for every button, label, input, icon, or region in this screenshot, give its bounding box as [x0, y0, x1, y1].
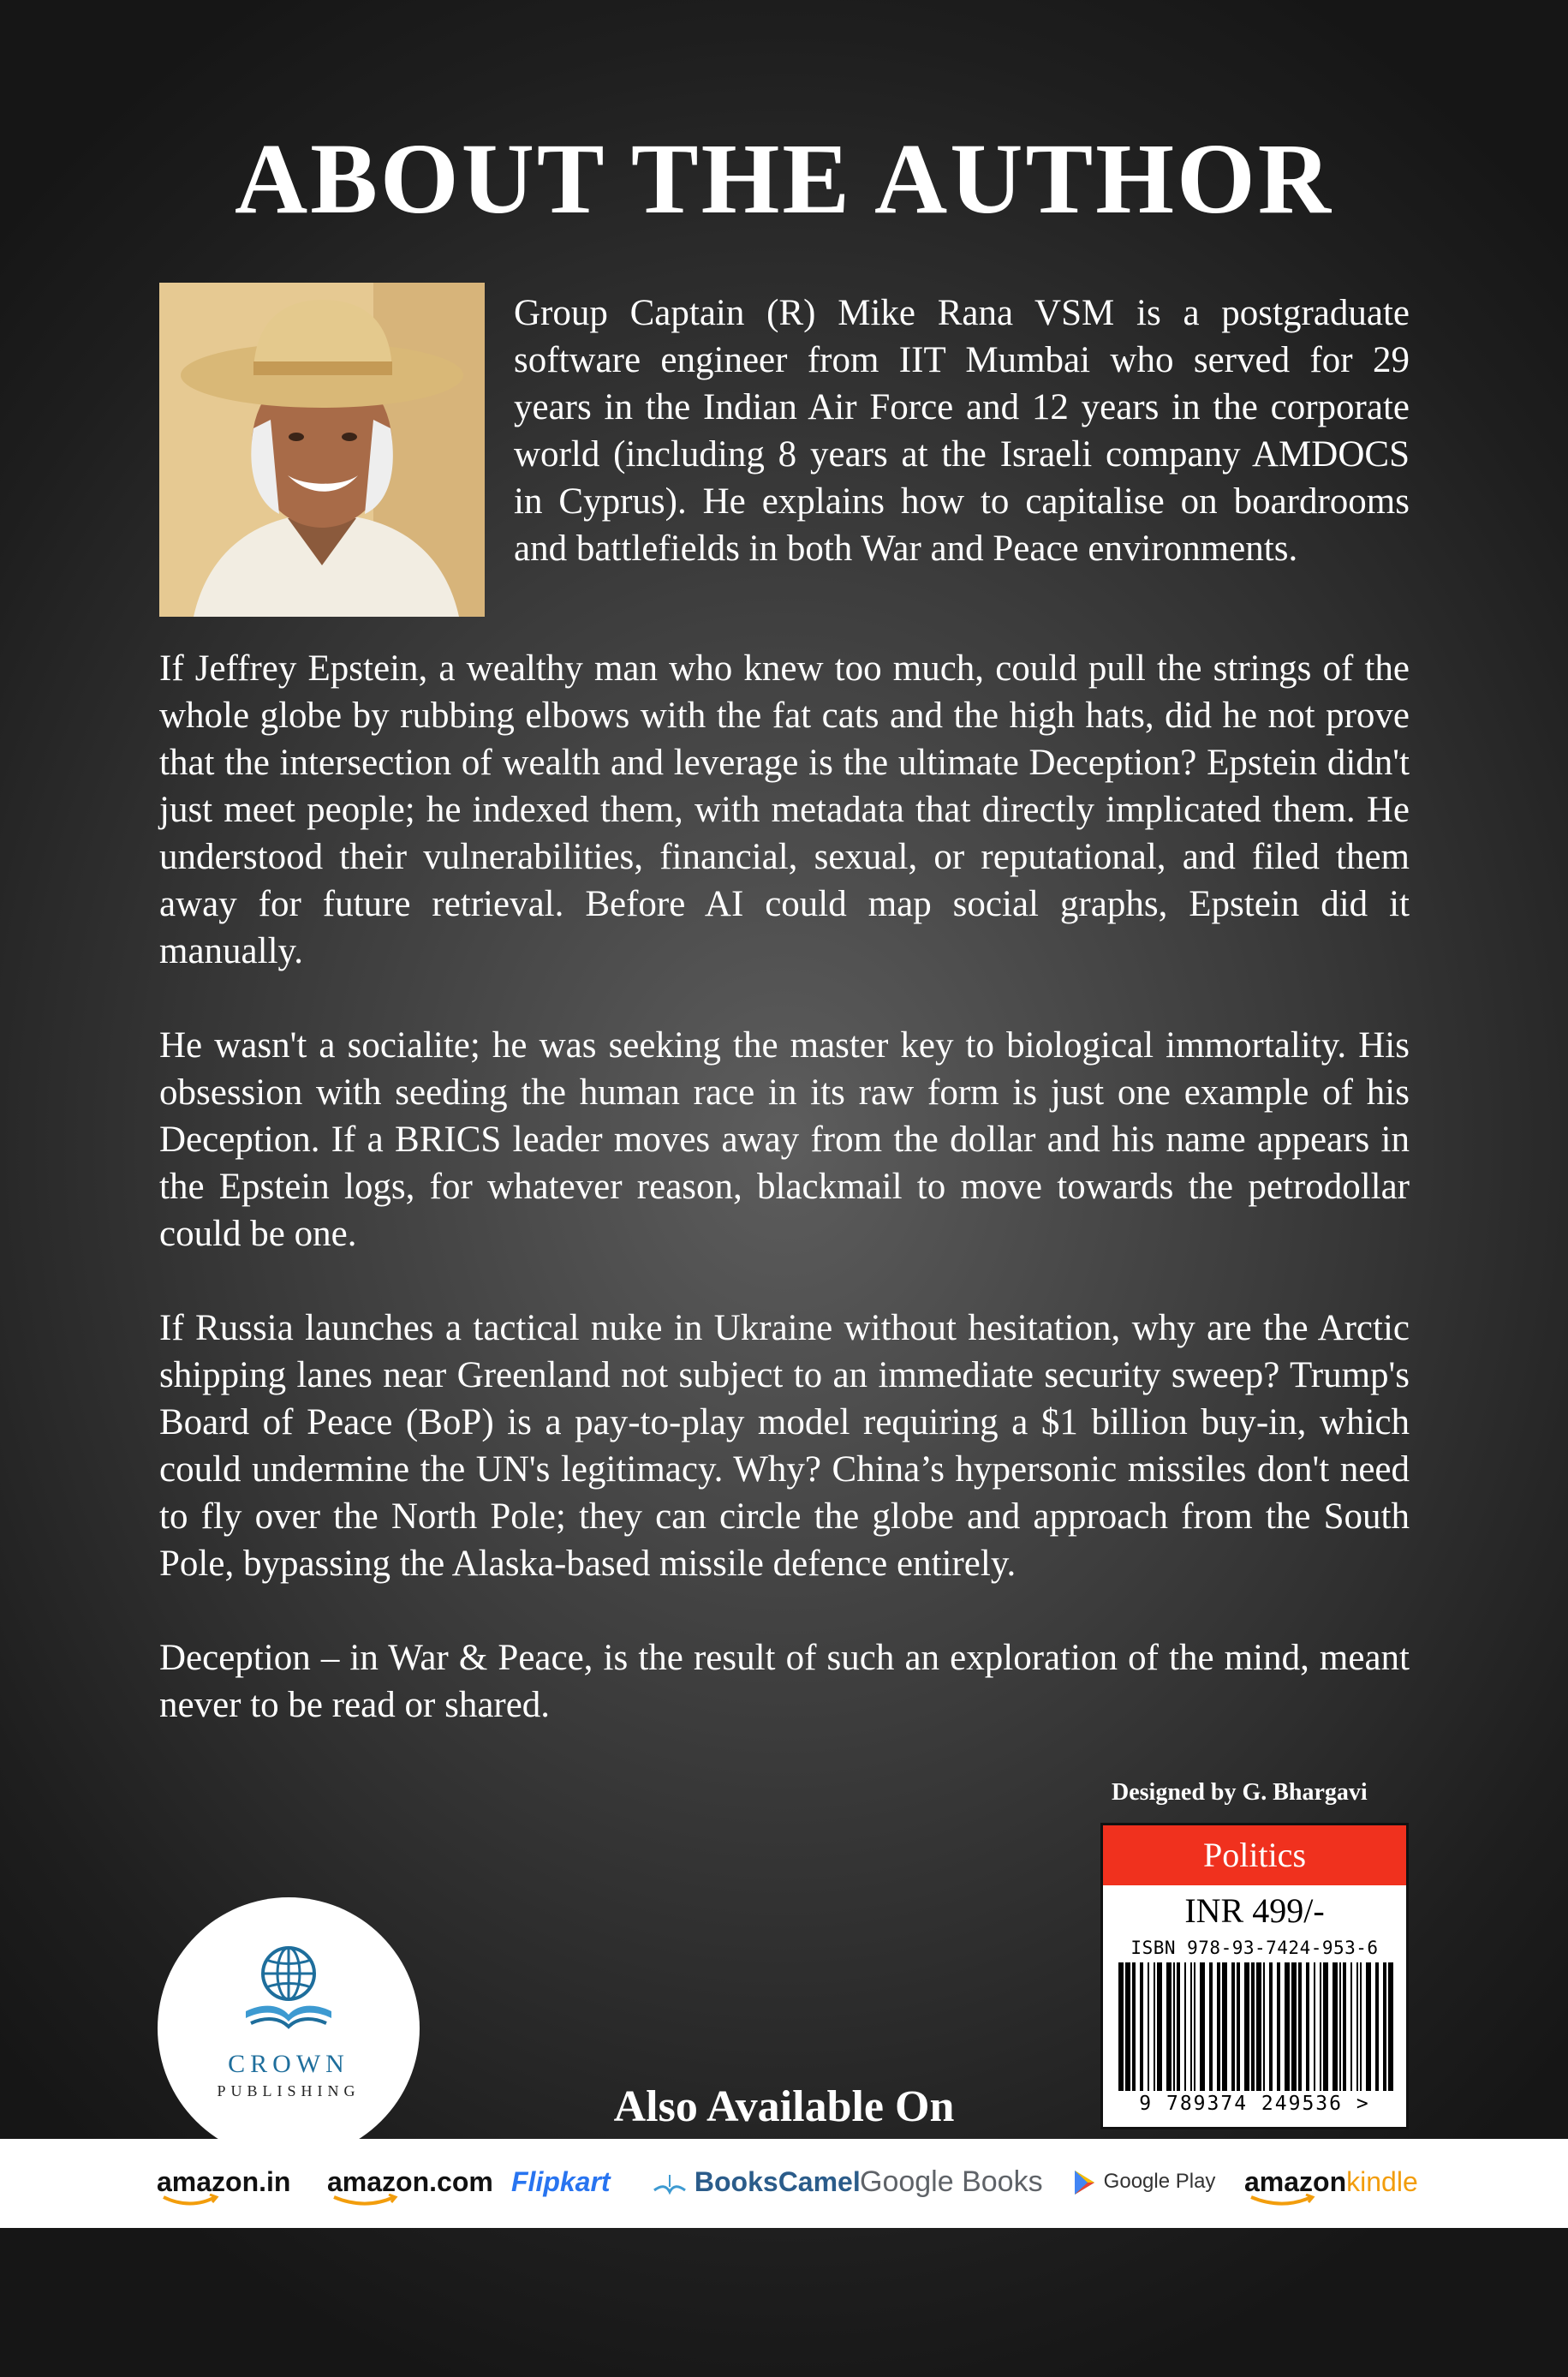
barcode [1113, 1962, 1396, 2091]
paragraph: He wasn't a socialite; he was seeking the master key to biological immortality. His obsession with seeding the human race in its raw form is just one example of his Deception. If a BRICS leader moves away from the dollar and his name appears in the Epstein logs, for whatever reason, blackmail to move towards the petrodollar could be one. [159, 1025, 1410, 1254]
barcode-bar [1306, 1962, 1309, 2091]
paragraph: If Russia launches a tactical nuke in Ukraine without hesitation, why are the Arctic shipping lanes near Greenland not subject to an immediate security sweep? Trump's Board of Peace (BoP) is a pay-to-play model requiring a $1 billion buy-in, which could undermine the UN's legitimacy. Why? China’s hypersonic missiles don't need to fly over the North Pole; they can circle the globe and approach from the South Pole, bypassing the Alaska-based missile defence entirely. [159, 1308, 1410, 1584]
barcode-bar [1375, 1962, 1379, 2091]
store-label: amazon.in [157, 2166, 291, 2197]
barcode-bar [1222, 1962, 1227, 2091]
amazon-com-logo [327, 2165, 493, 2199]
barcode-bar [1333, 1962, 1338, 2091]
barcode-bar [1350, 1962, 1352, 2091]
page-title: ABOUT THE AUTHOR [235, 122, 1333, 235]
isbn-text: ISBN 978-93-7424-953-6 [1130, 1938, 1379, 1958]
barcode-bar [1217, 1962, 1220, 2091]
google-books-logo: Google Books [860, 2165, 1043, 2198]
barcode-bar [1298, 1962, 1302, 2091]
also-available-heading: Also Available On [613, 2082, 955, 2131]
barcode-bar [1251, 1962, 1255, 2091]
barcode-bar [1190, 1962, 1192, 2091]
price-label: INR 499/- [1184, 1891, 1325, 1930]
publisher-sub: PUBLISHING [217, 2082, 361, 2099]
author-photo [159, 283, 485, 617]
barcode-bar [1277, 1962, 1280, 2091]
amazon-kindle-logo [1244, 2165, 1418, 2199]
flipkart-logo: Flipkart [511, 2166, 611, 2197]
barcode-bar [1200, 1962, 1205, 2091]
barcode-bar [1148, 1962, 1149, 2091]
barcode-bar [1194, 1962, 1195, 2091]
barcode-bar [1285, 1962, 1290, 2091]
store-label: Google Play [1103, 2170, 1216, 2193]
designer-credit: Designed by G. Bhargavi [1112, 1779, 1368, 1806]
barcode-bar [1184, 1962, 1186, 2091]
description [159, 645, 1410, 1776]
barcode-bar [1320, 1962, 1321, 2091]
genre-label: Politics [1103, 1825, 1406, 1885]
barcode-bar [1132, 1962, 1136, 2091]
barcode-bar [1118, 1962, 1124, 2091]
barcode-bar [1157, 1962, 1162, 2091]
ean-number: 9 789374 249536 > [1139, 2093, 1370, 2115]
barcode-bar [1177, 1962, 1180, 2091]
amazon-in-logo [157, 2165, 290, 2199]
barcode-bar [1231, 1962, 1235, 2091]
barcode-bar [1314, 1962, 1315, 2091]
barcode-bar [1339, 1962, 1341, 2091]
barcode-bar [1237, 1962, 1240, 2091]
paragraph: Deception – in War & Peace, is the result of such an exploration of the mind, meant never to be read or shared. [159, 1638, 1410, 1725]
amazon-smile-icon [1248, 2194, 1316, 2206]
amazon-smile-icon [160, 2194, 220, 2206]
author-bio: Group Captain (R) Mike Rana VSM is a postgraduate software engineer from IIT Mumbai who served for 29 years in the Indian Air Force and 12 years in the corporate world (including 8 years at the Israeli company AMDOCS in Cyprus). He explains how to capitalise on boardrooms and battlefields in both War and Peace environments. [514, 293, 1410, 569]
bookscamel-logo [653, 2165, 861, 2199]
barcode-bar [1360, 1962, 1362, 2091]
barcode-bar [1256, 1962, 1261, 2091]
barcode-bar [1383, 1962, 1386, 2091]
barcode-bar [1269, 1962, 1273, 2091]
play-triangle-icon [1072, 2169, 1098, 2196]
store-label: amazon [1244, 2166, 1347, 2197]
paragraph: If Jeffrey Epstein, a wealthy man who knew too much, could pull the strings of the whole globe by rubbing elbows with the fat cats and the high hats, did he not prove that the intersection of wealth and leverage is the ultimate Deception? Epstein didn't just meet people; he indexed them, with metadata that directly implicated them. He understood their vulnerabilities, financial, sexual, or reputational, and filed them away for future retrieval. Before AI could map social graphs, Epstein did it manually. [159, 648, 1410, 971]
barcode-bar [1323, 1962, 1328, 2091]
barcode-bar [1140, 1962, 1143, 2091]
barcode-bar [1166, 1962, 1172, 2091]
store-label: amazon.com [327, 2166, 493, 2197]
open-book-icon [653, 2171, 687, 2197]
barcode-bar [1244, 1962, 1249, 2091]
barcode-bar [1209, 1962, 1213, 2091]
store-label: kindle [1346, 2166, 1418, 2197]
barcode-bar [1154, 1962, 1155, 2091]
barcode-bar [1291, 1962, 1297, 2091]
barcode-bar [1343, 1962, 1346, 2091]
barcode-bar [1388, 1962, 1393, 2091]
globe-book-icon [246, 1944, 331, 2039]
barcode-bar [1356, 1962, 1358, 2091]
publisher-name: CROWN [228, 2050, 349, 2078]
store-label: BooksCamel [694, 2166, 861, 2197]
barcode-bar [1263, 1962, 1265, 2091]
barcode-bar [1125, 1962, 1130, 2091]
amazon-smile-icon [331, 2194, 399, 2206]
store-logos-bar [0, 2139, 1568, 2228]
barcode-bar [1173, 1962, 1175, 2091]
barcode-bar [1366, 1962, 1371, 2091]
google-play-logo [1072, 2165, 1215, 2199]
